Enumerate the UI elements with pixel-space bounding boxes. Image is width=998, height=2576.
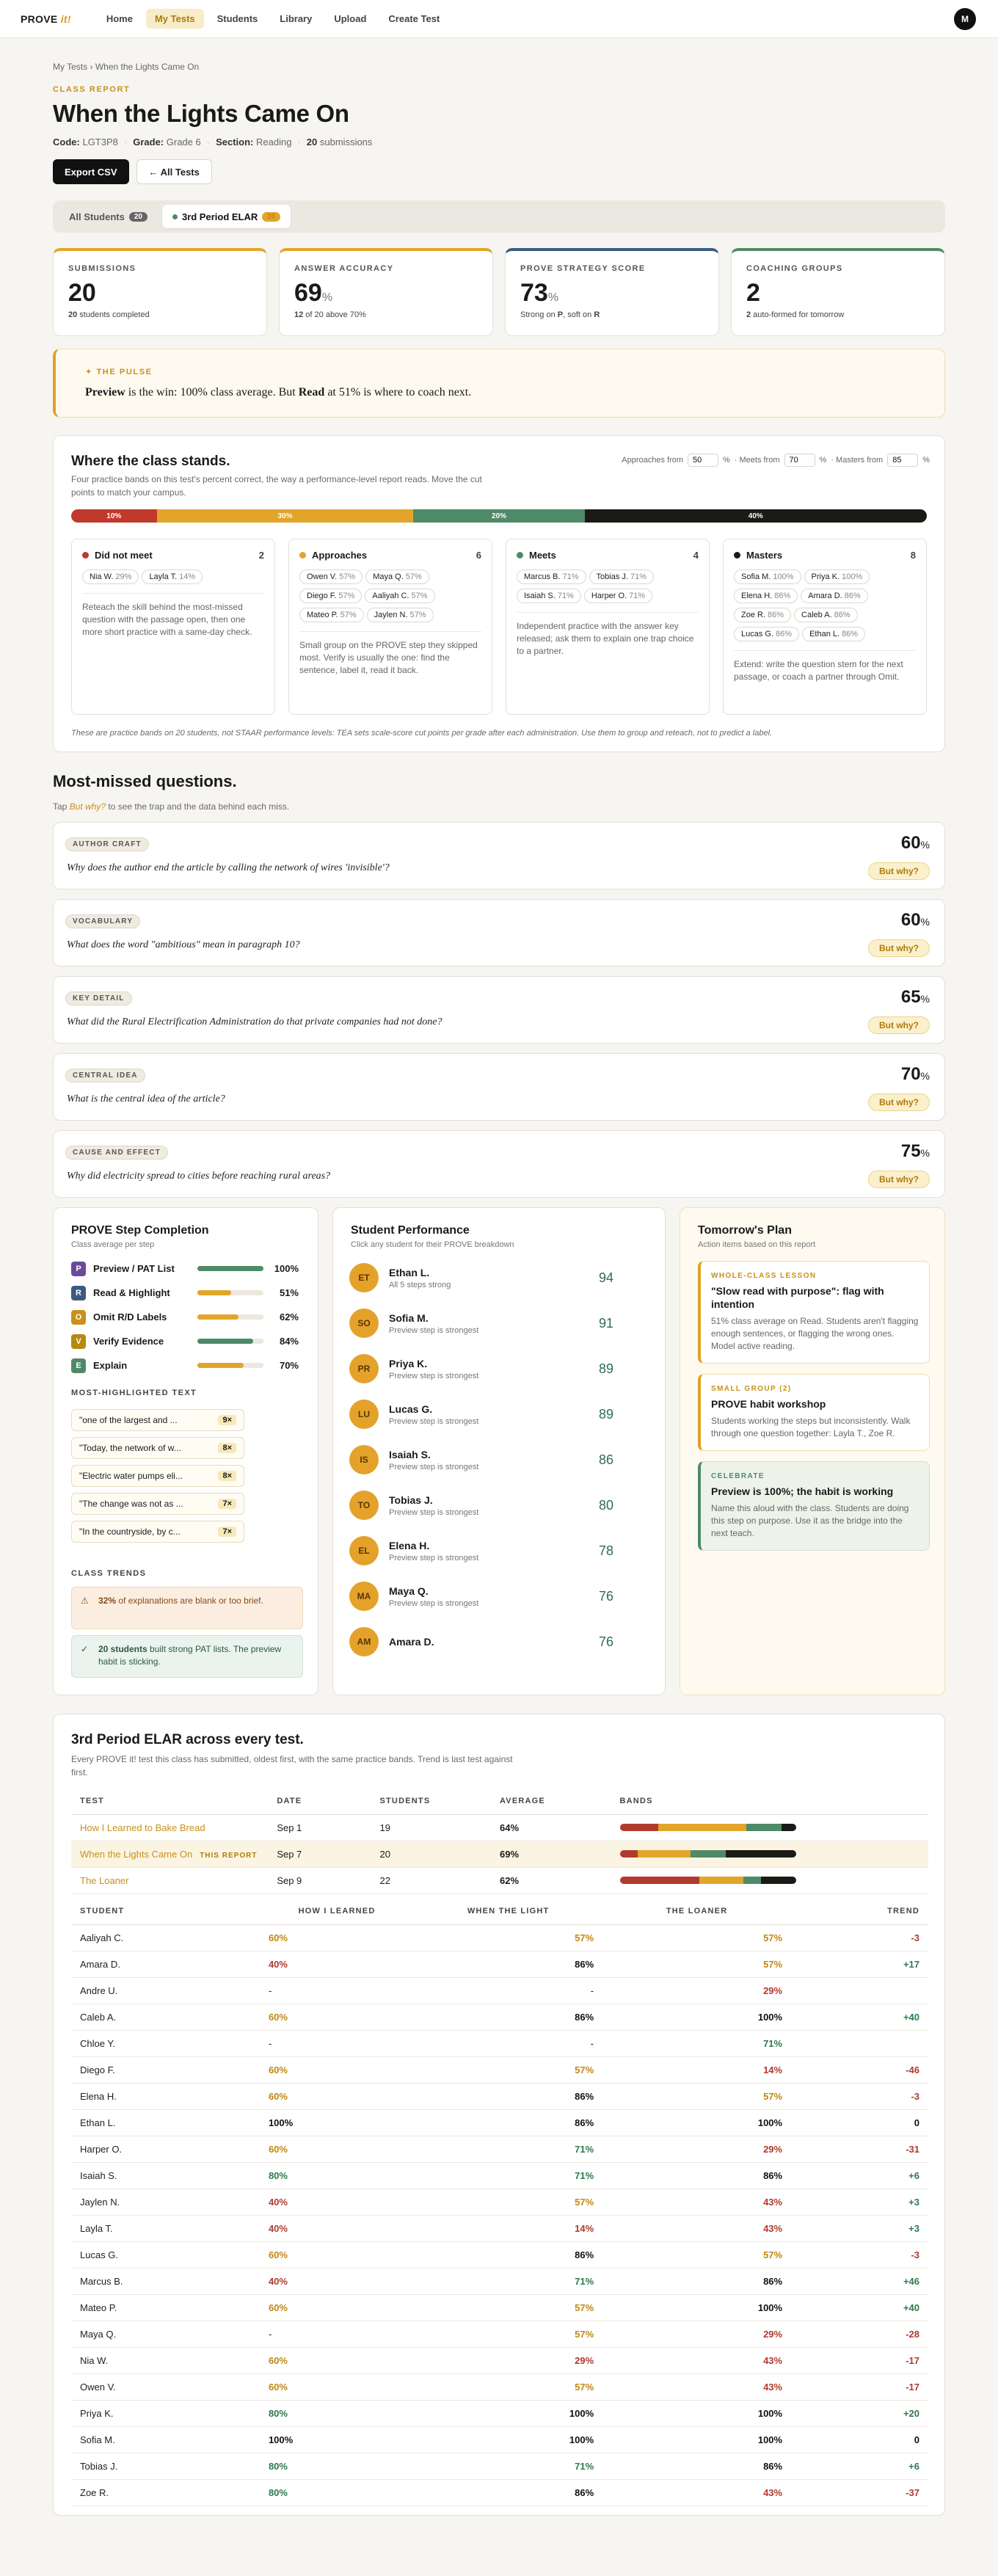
band-group-masters — [723, 539, 927, 715]
student-avatar: AM — [349, 1627, 379, 1656]
test-link[interactable]: The Loaner — [80, 1874, 129, 1886]
logo[interactable]: PROVE it! — [21, 12, 71, 25]
student-history-row[interactable]: Andre U. - - 29% — [71, 1978, 928, 2004]
student-history-row[interactable]: Harper O. 60% 71% 29% -31 — [71, 2136, 928, 2163]
band-segment: 10% — [71, 509, 157, 523]
bands-desc: Four practice bands on this test's percent correct, the way a performance-level report reads. Move the cut points to match your campus. — [71, 474, 482, 498]
student-history-row[interactable]: Caleb A. 60% 86% 100% +40 — [71, 2004, 928, 2031]
col-header: TEST — [71, 1788, 277, 1814]
student-history-row[interactable]: Marcus B. 40% 71% 86% +46 — [71, 2268, 928, 2295]
step-progress-bar — [197, 1266, 263, 1271]
col-header: WHEN THE LIGHT — [414, 1899, 602, 1925]
performance-title: Student Performance — [351, 1224, 470, 1237]
nav-link-my-tests[interactable]: My Tests — [146, 9, 204, 29]
student-chip[interactable]: Marcus B. 71% — [517, 570, 586, 584]
band-group-approaches — [288, 539, 492, 715]
col-header: AVERAGE — [500, 1788, 620, 1814]
student-chips — [299, 570, 481, 627]
student-history-row[interactable]: Amara D. 40% 86% 57% +17 — [71, 1951, 928, 1978]
plan-tag: WHOLE-CLASS LESSON — [711, 1272, 817, 1280]
class-tabs — [53, 200, 945, 233]
student-name: Tobias J. — [389, 1493, 433, 1506]
question-tag: AUTHOR CRAFT — [65, 837, 149, 851]
nav-links — [98, 9, 448, 29]
student-row[interactable] — [333, 1391, 641, 1437]
report-eyebrow: CLASS REPORT — [53, 85, 131, 94]
step-preview-pat-list — [71, 1256, 306, 1281]
test-link[interactable]: How I Learned to Bake Bread — [80, 1822, 205, 1833]
student-history-row[interactable]: Aaliyah C. 60% 57% 57% -3 — [71, 1925, 928, 1951]
highlight-item[interactable]: "In the countryside, by c... 7× — [71, 1521, 244, 1543]
stat-sub: 12 of 20 above 70% — [294, 310, 366, 319]
stat-value: 69% — [294, 279, 333, 307]
question-text: What does the word "ambitious" mean in paragraph 10? — [67, 939, 300, 950]
plan-body: Students working the steps but inconsistently. Walk through one question together: Layla T., Zoe R. — [711, 1416, 911, 1438]
student-history-row[interactable]: Lucas G. 60% 86% 57% -3 — [71, 2242, 928, 2268]
test-row[interactable]: The Loaner Sep 9 22 62% — [71, 1867, 928, 1893]
stat-sub: 2 auto-formed for tomorrow — [746, 310, 845, 319]
bands-bar — [620, 1824, 796, 1831]
meets-cut-input[interactable]: 70 — [784, 454, 815, 467]
step-percent: 100% — [274, 1263, 299, 1274]
missed-question-card — [53, 1053, 945, 1121]
cut-points: Approaches from 50 % · Meets from 70 % · Masters from 85 % — [622, 454, 930, 467]
col-header: HOW I LEARNED — [260, 1899, 414, 1925]
test-link[interactable]: When the Lights Came On — [80, 1848, 193, 1860]
student-chip[interactable]: Sofia M. 100% — [734, 570, 801, 584]
performance-card — [332, 1207, 666, 1695]
student-desc: Preview step is strongest — [389, 1371, 479, 1380]
student-desc: Preview step is strongest — [389, 1462, 479, 1471]
band-segment: 30% — [157, 509, 414, 523]
student-row[interactable] — [333, 1255, 641, 1300]
step-name: Verify Evidence — [93, 1336, 164, 1347]
student-name: Amara D. — [389, 1636, 434, 1648]
plan-body: 51% class average on Read. Students aren't flagging enough sentences, or flagging the wrong ones. Model active reading. — [711, 1316, 919, 1351]
student-name: Isaiah S. — [389, 1448, 431, 1460]
band-dot-icon — [734, 552, 740, 559]
band-group-header: Meets 4 — [517, 550, 699, 561]
pulse-text: Preview is the win: 100% class average. But Read at 51% is where to coach next. — [85, 386, 472, 399]
student-score: 94 — [598, 1270, 613, 1285]
steps-title: PROVE Step Completion — [71, 1224, 209, 1237]
but-why-button[interactable]: But why? — [868, 1171, 930, 1188]
student-avatar: SO — [349, 1309, 379, 1338]
band-group-header: Masters 8 — [734, 550, 916, 561]
missed-question-card — [53, 1130, 945, 1198]
check-icon: ✓ — [81, 1644, 89, 1654]
but-why-button[interactable]: But why? — [868, 862, 930, 880]
student-score: 80 — [598, 1497, 613, 1513]
student-chip[interactable]: Isaiah S. 71% — [517, 589, 581, 603]
plan-item-celebrate[interactable] — [698, 1461, 930, 1551]
band-segment: 20% — [413, 509, 584, 523]
stat-coaching-groups — [731, 248, 945, 336]
student-chip[interactable]: Diego F. 57% — [299, 589, 362, 603]
nav-link-students[interactable]: Students — [216, 13, 258, 24]
student-row[interactable] — [333, 1573, 641, 1619]
student-desc: Preview step is strongest — [389, 1325, 479, 1335]
stat-value: 2 — [746, 279, 760, 307]
student-row[interactable] — [333, 1482, 641, 1528]
plan-body: Name this aloud with the class. Students are doing this step on purpose. Use it as the bridge into the next teach. — [711, 1503, 909, 1538]
student-row[interactable] — [333, 1346, 641, 1391]
plan-item-whole-class-lesson[interactable] — [698, 1261, 930, 1364]
student-name: Priya K. — [389, 1357, 428, 1369]
student-chip[interactable]: Elena H. 86% — [734, 589, 798, 603]
history-card — [53, 1714, 945, 2516]
student-chip[interactable]: Zoe R. 86% — [734, 608, 791, 622]
student-score: 89 — [598, 1406, 613, 1422]
question-percent: 60% — [900, 910, 930, 930]
missed-questions — [53, 822, 945, 1204]
student-chip[interactable]: Tobias J. 71% — [589, 570, 654, 584]
plan-tag: CELEBRATE — [711, 1472, 765, 1480]
step-explain — [71, 1353, 306, 1378]
student-chips — [82, 570, 264, 589]
missed-title: Most-missed questions. — [53, 772, 237, 790]
plan-sub: Action items based on this report — [698, 1240, 816, 1249]
band-dot-icon — [82, 552, 89, 559]
band-note: Small group on the PROVE step they skipped most. Verify is usually the one: find the sentence, label it, read it back. — [299, 631, 481, 677]
step-progress-bar — [197, 1290, 263, 1295]
student-row[interactable] — [333, 1619, 641, 1664]
band-dot-icon — [517, 552, 523, 559]
stat-prove-strategy-score — [505, 248, 719, 336]
step-percent: 62% — [279, 1311, 299, 1322]
stat-label: SUBMISSIONS — [68, 264, 136, 273]
highlight-title: MOST-HIGHLIGHTED TEXT — [71, 1389, 197, 1397]
student-avatar: PR — [349, 1354, 379, 1383]
student-avatar: IS — [349, 1445, 379, 1474]
all-tests-button[interactable]: ← All Tests — [136, 159, 212, 184]
stat-value: 20 — [68, 279, 96, 307]
student-chip[interactable]: Priya K. 100% — [804, 570, 870, 584]
breadcrumb-separator: › — [90, 62, 93, 72]
student-chip[interactable]: Owen V. 57% — [299, 570, 363, 584]
student-name: Lucas G. — [389, 1402, 433, 1415]
student-desc: Preview step is strongest — [389, 1507, 479, 1517]
nav-link-home[interactable]: Home — [106, 13, 133, 24]
step-name: Read & Highlight — [93, 1287, 170, 1298]
question-tag: VOCABULARY — [65, 914, 140, 928]
student-history-row[interactable]: Mateo P. 60% 57% 100% +40 — [71, 2295, 928, 2321]
band-group-meets — [506, 539, 710, 715]
student-score: 86 — [598, 1452, 613, 1467]
student-name: Maya Q. — [389, 1584, 429, 1597]
plan-heading: PROVE habit workshop — [711, 1398, 826, 1410]
student-row[interactable] — [333, 1528, 641, 1573]
student-history-row[interactable]: Elena H. 60% 86% 57% -3 — [71, 2084, 928, 2110]
student-chip[interactable]: Amara D. 86% — [801, 589, 868, 603]
question-text: What is the central idea of the article? — [67, 1094, 225, 1105]
student-history-row[interactable]: Nia W. 60% 29% 43% -17 — [71, 2348, 928, 2374]
trend-positive: ✓ 20 students built strong PAT lists. The preview habit is sticking. — [71, 1635, 303, 1678]
avatar[interactable]: M — [954, 8, 976, 30]
plan-item-small-group-2[interactable] — [698, 1374, 930, 1451]
breadcrumb-root[interactable]: My Tests — [53, 62, 88, 72]
plan-title: Tomorrow's Plan — [698, 1224, 792, 1237]
pulse-eyebrow: ✦ THE PULSE — [85, 368, 153, 376]
warning-icon: ⚠ — [81, 1596, 89, 1606]
period-dot-icon — [172, 214, 178, 219]
student-desc: Preview step is strongest — [389, 1553, 479, 1562]
students-table — [71, 1899, 928, 2507]
question-text: Why does the author end the article by calling the network of wires 'invisible'? — [67, 862, 390, 873]
bands-card — [53, 435, 945, 752]
step-name: Preview / PAT List — [93, 1263, 175, 1274]
page-title: When the Lights Came On — [53, 100, 349, 127]
top-nav — [0, 0, 998, 38]
plan-tag: SMALL GROUP (2) — [711, 1385, 792, 1393]
missed-question-card — [53, 822, 945, 889]
student-history-row[interactable]: Layla T. 40% 14% 43% +3 — [71, 2216, 928, 2242]
student-chip[interactable]: Harper O. 71% — [584, 589, 652, 603]
masters-cut-input[interactable]: 85 — [887, 454, 918, 467]
trends-title: CLASS TRENDS — [71, 1569, 147, 1578]
stat-label: PROVE STRATEGY SCORE — [520, 264, 646, 273]
highlight-list — [71, 1409, 244, 1549]
stat-submissions — [53, 248, 267, 336]
performance-sub: Click any student for their PROVE breakdown — [351, 1240, 514, 1249]
band-segment: 40% — [585, 509, 927, 523]
student-avatar: MA — [349, 1582, 379, 1611]
student-score: 78 — [598, 1543, 613, 1558]
tests-table — [71, 1788, 928, 1894]
breadcrumb — [53, 62, 945, 72]
step-badge: R — [71, 1286, 86, 1300]
tab-3rd-period[interactable]: 3rd Period ELAR 20 — [162, 205, 291, 228]
student-score: 76 — [598, 1588, 613, 1604]
student-history-row[interactable]: Priya K. 80% 100% 100% +20 — [71, 2401, 928, 2427]
step-badge: O — [71, 1310, 86, 1325]
steps-sub: Class average per step — [71, 1240, 155, 1249]
stat-label: ANSWER ACCURACY — [294, 264, 394, 273]
band-group-header: Did not meet 2 — [82, 550, 264, 561]
question-text: Why did electricity spread to cities before reaching rural areas? — [67, 1171, 331, 1182]
student-chip[interactable]: Layla T. 14% — [142, 570, 203, 584]
step-badge: E — [71, 1358, 86, 1373]
but-why-button[interactable]: But why? — [868, 939, 930, 957]
export-csv-button[interactable]: Export CSV — [53, 159, 129, 184]
test-row[interactable]: How I Learned to Bake Bread Sep 1 19 64% — [71, 1814, 928, 1841]
band-note: Extend: write the question stem for the next passage, or coach a partner through Omit. — [734, 650, 916, 683]
bands-title: Where the class stands. — [71, 454, 230, 469]
step-progress-bar — [197, 1339, 263, 1344]
student-desc: Preview step is strongest — [389, 1416, 479, 1426]
question-percent: 65% — [900, 987, 930, 1007]
student-chips — [734, 570, 916, 646]
question-percent: 75% — [900, 1141, 930, 1161]
stat-label: COACHING GROUPS — [746, 264, 843, 273]
student-chips — [517, 570, 699, 608]
student-score: 89 — [598, 1361, 613, 1376]
student-row[interactable] — [333, 1300, 641, 1346]
trend-warning: ⚠ 32% of explanations are blank or too brief. — [71, 1587, 303, 1629]
history-desc: Every PROVE it! test this class has submitted, oldest first, with the same practice bands. Trend is last test against first. — [71, 1754, 513, 1778]
but-why-button[interactable]: But why? — [868, 1016, 930, 1034]
step-name: Explain — [93, 1360, 128, 1371]
highlight-item[interactable]: "Electric water pumps eli... 8× — [71, 1465, 244, 1487]
student-avatar: LU — [349, 1400, 379, 1429]
bands-bar — [620, 1877, 796, 1884]
student-name: Sofia M. — [389, 1311, 429, 1324]
student-chip[interactable]: Caleb A. 86% — [794, 608, 858, 622]
band-distribution-bar — [71, 509, 927, 523]
student-desc: All 5 steps strong — [389, 1280, 451, 1289]
test-row[interactable]: When the Lights Came On THIS REPORT Sep 7 20 69% — [71, 1841, 928, 1867]
student-score: 91 — [598, 1315, 613, 1331]
report-meta: Code: LGT3P8 · Grade: Grade 6 · Section: Reading · 20 submissions — [53, 137, 373, 148]
col-header: THE LOANER — [602, 1899, 791, 1925]
question-percent: 70% — [900, 1064, 930, 1084]
tab-all-students[interactable]: All Students 20 — [59, 205, 158, 228]
col-header: DATE — [277, 1788, 379, 1814]
approaches-cut-input[interactable]: 50 — [688, 454, 718, 467]
band-group-did-not-meet — [71, 539, 275, 715]
student-history-row[interactable]: Zoe R. 80% 86% 43% -37 — [71, 2480, 928, 2506]
nav-link-library[interactable]: Library — [280, 13, 313, 24]
this-report-badge: THIS REPORT — [200, 1851, 258, 1860]
band-note: Reteach the skill behind the most-missed question with the passage open, then one more short practice with a same-day check. — [82, 593, 264, 638]
student-chip[interactable]: Ethan L. 86% — [802, 627, 865, 641]
student-history-row[interactable]: Isaiah S. 80% 71% 86% +6 — [71, 2163, 928, 2189]
highlight-item[interactable]: "Today, the network of w... 8× — [71, 1437, 244, 1459]
student-chip[interactable]: Maya Q. 57% — [365, 570, 429, 584]
highlight-item[interactable]: "one of the largest and ... 9× — [71, 1409, 244, 1431]
plan-card — [680, 1207, 945, 1695]
band-dot-icon — [299, 552, 306, 559]
question-tag: KEY DETAIL — [65, 992, 132, 1005]
question-text: What did the Rural Electrification Administration do that private companies had not done? — [67, 1016, 442, 1027]
missed-question-card — [53, 899, 945, 967]
plan-list — [698, 1261, 930, 1561]
question-percent: 60% — [900, 833, 930, 853]
student-history-row[interactable]: Sofia M. 100% 100% 100% 0 — [71, 2427, 928, 2453]
pulse-card — [53, 349, 945, 418]
student-score: 76 — [598, 1634, 613, 1649]
nav-link-create-test[interactable]: Create Test — [388, 13, 440, 24]
student-history-row[interactable]: Maya Q. - 57% 29% -28 — [71, 2321, 928, 2348]
missed-question-card — [53, 976, 945, 1044]
col-header: STUDENTS — [379, 1788, 500, 1814]
col-header: STUDENT — [71, 1899, 260, 1925]
plan-heading: "Slow read with purpose": flag with intention — [711, 1285, 884, 1310]
student-chip[interactable]: Nia W. 29% — [82, 570, 139, 584]
question-tag: CENTRAL IDEA — [65, 1069, 145, 1083]
highlight-item[interactable]: "The change was not as ... 7× — [71, 1493, 244, 1515]
step-progress-bar — [197, 1314, 263, 1320]
but-why-button[interactable]: But why? — [868, 1094, 930, 1111]
bands-bar — [620, 1850, 796, 1858]
question-tag: CAUSE AND EFFECT — [65, 1146, 168, 1160]
student-name: Elena H. — [389, 1539, 430, 1551]
step-percent: 84% — [279, 1336, 299, 1347]
breadcrumb-current: When the Lights Came On — [95, 62, 200, 72]
steps-card — [53, 1207, 318, 1695]
student-avatar: TO — [349, 1491, 379, 1520]
missed-sub: Tap But why? to see the trap and the data behind each miss. — [53, 801, 290, 812]
step-name: Omit R/D Labels — [93, 1311, 167, 1322]
student-avatar: EL — [349, 1536, 379, 1565]
student-chip[interactable]: Lucas G. 86% — [734, 627, 799, 641]
plan-heading: Preview is 100%; the habit is working — [711, 1485, 894, 1497]
student-history-row[interactable]: Ethan L. 100% 86% 100% 0 — [71, 2110, 928, 2136]
nav-link-upload[interactable]: Upload — [334, 13, 367, 24]
step-percent: 51% — [279, 1287, 299, 1298]
student-history-row[interactable]: Jaylen N. 40% 57% 43% +3 — [71, 2189, 928, 2216]
stat-answer-accuracy — [279, 248, 493, 336]
col-header: BANDS — [620, 1788, 929, 1814]
history-title: 3rd Period ELAR across every test. — [71, 1732, 304, 1747]
student-avatar: ET — [349, 1263, 379, 1292]
step-badge: V — [71, 1334, 86, 1349]
student-history-row[interactable]: Chloe Y. - - 71% — [71, 2031, 928, 2057]
step-percent: 70% — [279, 1360, 299, 1371]
step-badge: P — [71, 1262, 86, 1276]
student-list[interactable] — [333, 1255, 641, 1681]
student-name: Ethan L. — [389, 1266, 430, 1278]
student-desc: Preview step is strongest — [389, 1598, 479, 1608]
band-note: Independent practice with the answer key released; ask them to explain one trap choice to a partner. — [517, 612, 699, 658]
col-header: TREND — [791, 1899, 928, 1925]
stat-sub: 20 students completed — [68, 310, 150, 319]
student-history-row[interactable]: Owen V. 60% 57% 43% -17 — [71, 2374, 928, 2401]
step-read-highlight — [71, 1281, 306, 1305]
step-omit-r-d-labels — [71, 1305, 306, 1329]
band-group-header: Approaches 6 — [299, 550, 481, 561]
step-progress-bar — [197, 1363, 263, 1368]
student-history-row[interactable]: Diego F. 60% 57% 14% -46 — [71, 2057, 928, 2084]
step-list — [71, 1256, 306, 1378]
student-chip[interactable]: Jaylen N. 57% — [367, 608, 434, 622]
student-row[interactable] — [333, 1437, 641, 1482]
student-chip[interactable]: Aaliyah C. 57% — [365, 589, 434, 603]
student-history-row[interactable]: Tobias J. 80% 71% 86% +6 — [71, 2453, 928, 2480]
bands-footnote: These are practice bands on 20 students, not STAAR performance levels: TEA sets scale-score cut points per grade after each administration. Use them to group and reteach, not to predict a label. — [71, 729, 773, 738]
stat-sub: Strong on P, soft on R — [520, 310, 600, 319]
student-chip[interactable]: Mateo P. 57% — [299, 608, 364, 622]
stat-value: 73% — [520, 279, 559, 307]
step-verify-evidence — [71, 1329, 306, 1353]
